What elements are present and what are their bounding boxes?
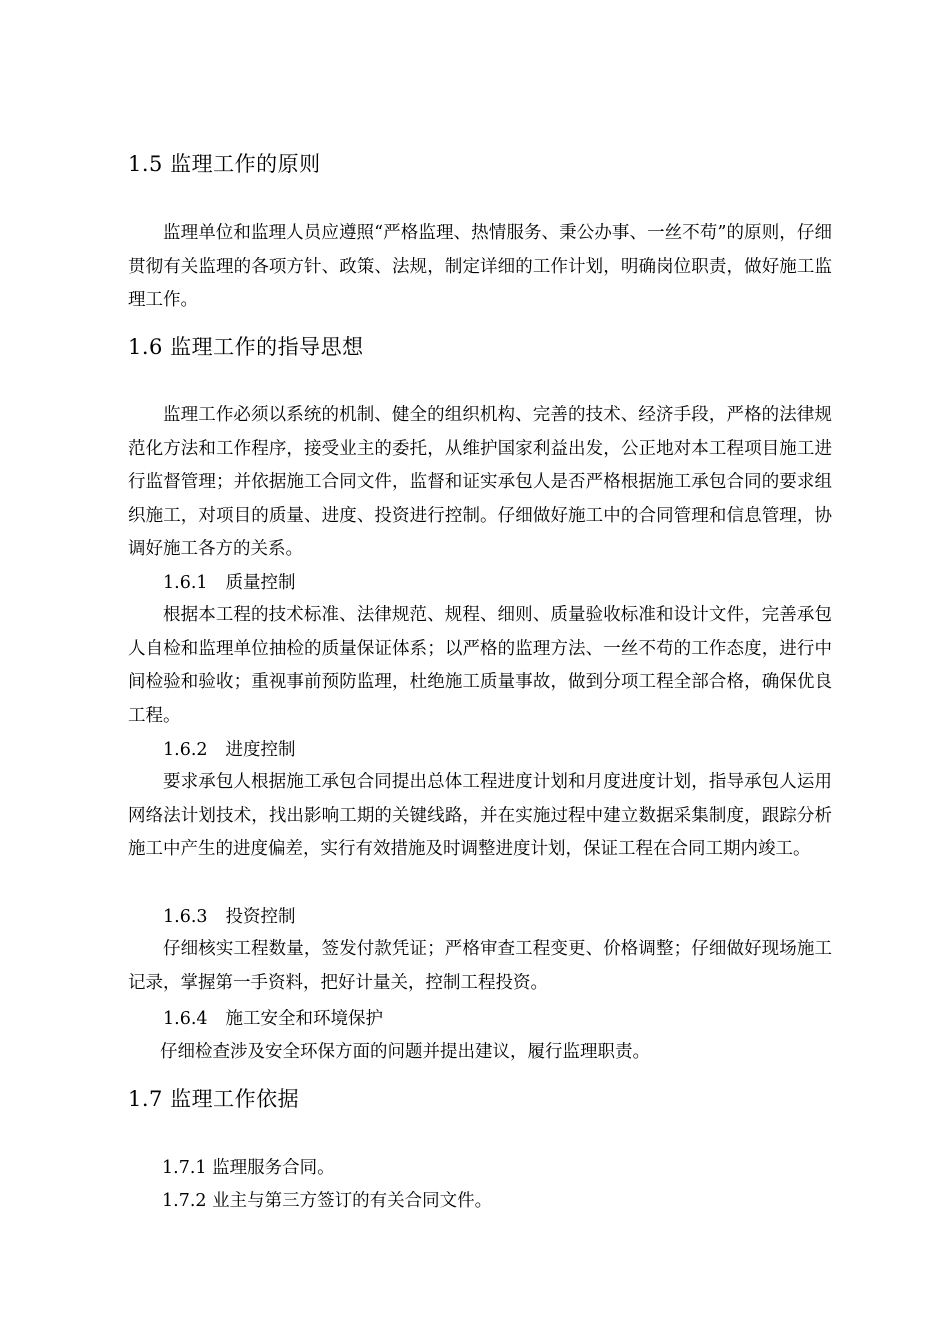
subheading-title: 投资控制 bbox=[225, 907, 296, 927]
paragraph-investment-control: 仔细核实工程数量，签发付款凭证；严格审查工程变更、价格调整；仔细做好现场施工记录，掌握第一手资料，把好计量关，控制工程投资。 bbox=[128, 939, 832, 993]
subheading-number: 1.6.4 bbox=[163, 1009, 208, 1029]
section-heading-1-6: 1.6 监理工作的指导思想 bbox=[128, 335, 364, 359]
subheading-1-6-4 bbox=[163, 1005, 383, 1033]
paragraph-safety-environment: 仔细检查涉及安全环保方面的问题并提出建议，履行监理职责。 bbox=[160, 1042, 650, 1062]
subheading-title: 施工安全和环境保护 bbox=[225, 1009, 384, 1029]
subheading-number: 1.6.2 bbox=[163, 740, 208, 760]
paragraph-guiding-ideas: 监理工作必须以系统的机制、健全的组织机构、完善的技术、经济手段，严格的法律规范化方法和工作程序，接受业主的委托，从维护国家利益出发，公正地对本工程项目施工进行监督管理；并依据施工合同文件，监督和证实承包人是否严格根据施工承包合同的要求组织施工，对项目的质量、进度、投资进行控制。仔细做好施工中的合同管理和信息管理，协调好施工各方的关系。 bbox=[128, 405, 832, 559]
list-item-basis-1: 1.7.1 监理服务合同。 bbox=[162, 1158, 335, 1178]
subheading-title: 质量控制 bbox=[225, 573, 296, 593]
paragraph-principles: 监理单位和监理人员应遵照“严格监理、热情服务、秉公办事、一丝不苟”的原则，仔细贯彻有关监理的各项方针、政策、法规，制定详细的工作计划，明确岗位职责，做好施工监理工作。 bbox=[128, 223, 832, 310]
section-heading-1-7: 1.7 监理工作依据 bbox=[128, 1087, 300, 1111]
subheading-number: 1.6.1 bbox=[163, 573, 208, 593]
paragraph-schedule-control: 要求承包人根据施工承包合同提出总体工程进度计划和月度进度计划，指导承包人运用网络法计划技术，找出影响工期的关键线路，并在实施过程中建立数据采集制度，跟踪分析施工中产生的进度偏差，实行有效措施及时调整进度计划，保证工程在合同工期内竣工。 bbox=[128, 772, 832, 859]
section-heading-1-5: 1.5 监理工作的原则 bbox=[128, 152, 321, 176]
subheading-1-6-2 bbox=[163, 736, 296, 764]
paragraph-quality-control: 根据本工程的技术标准、法律规范、规程、细则、质量验收标准和设计文件，完善承包人自检和监理单位抽检的质量保证体系；以严格的监理方法、一丝不苟的工作态度，进行中间检验和验收；重视事前预防监理，杜绝施工质量事故，做到分项工程全部合格，确保优良工程。 bbox=[128, 605, 832, 726]
subheading-1-6-3 bbox=[163, 903, 296, 931]
subheading-1-6-1 bbox=[163, 569, 296, 597]
list-item-basis-2: 1.7.2 业主与第三方签订的有关合同文件。 bbox=[162, 1191, 493, 1211]
subheading-title: 进度控制 bbox=[225, 740, 296, 760]
subheading-number: 1.6.3 bbox=[163, 907, 208, 927]
